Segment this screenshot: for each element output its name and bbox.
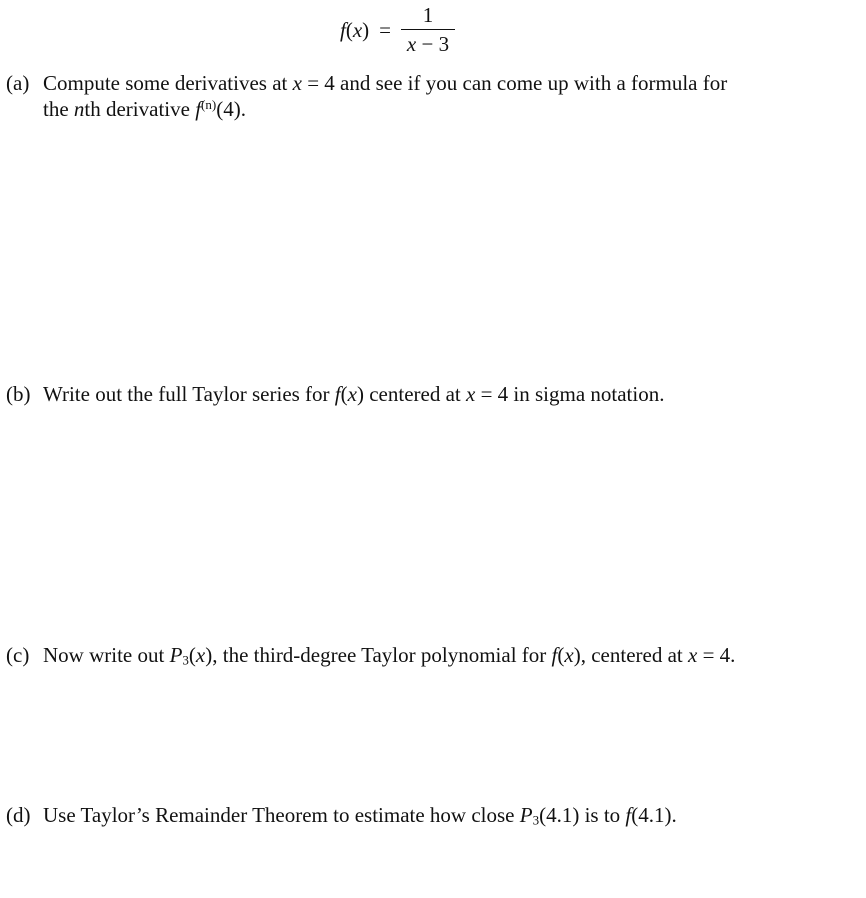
problem-part-a xyxy=(6,70,826,123)
part-c-text-segment: ( xyxy=(188,643,196,667)
part-c-math-x: x xyxy=(687,643,698,667)
part-c-math-x: x xyxy=(195,643,206,667)
part-d-text xyxy=(43,802,826,828)
problem-part-b xyxy=(6,381,826,407)
part-a-label: (a) xyxy=(6,71,30,95)
part-b-text-segment: Write out the full Taylor series for xyxy=(43,382,335,406)
part-a-text-segment: th derivative xyxy=(84,97,196,122)
part-a-text-segment: Compute some derivatives at xyxy=(43,71,293,95)
lhs-open-paren: ( xyxy=(345,17,353,42)
equation-lhs-expression xyxy=(340,17,369,43)
part-d-text-segment: (4.1). xyxy=(631,803,677,827)
part-c-math-f: f xyxy=(551,643,558,667)
part-a-line-1 xyxy=(43,70,826,96)
problem-part-d xyxy=(6,802,826,828)
fraction-numerator: 1 xyxy=(422,3,434,27)
part-a-text-segment: (4). xyxy=(216,97,246,122)
part-b-text-segment: ( xyxy=(340,382,348,406)
part-b-label: (b) xyxy=(6,382,31,406)
part-c-text-segment: ( xyxy=(557,643,565,667)
part-c-text-segment: Now write out xyxy=(43,643,170,667)
part-a-line-2 xyxy=(43,96,826,122)
part-c-text-segment: = 4. xyxy=(697,643,736,667)
part-c-label: (c) xyxy=(6,643,30,667)
part-b-math-x: x xyxy=(347,382,357,406)
part-b-text-segment: = 4 in sigma notation. xyxy=(475,382,665,406)
part-a-text-segment: the xyxy=(43,97,74,122)
fraction-denominator xyxy=(407,30,449,55)
problem-part-c xyxy=(6,642,826,668)
part-b-text-segment: ) centered at xyxy=(356,382,466,406)
polynomial-degree-subscript: 3 xyxy=(532,812,540,828)
part-a-math-n: n xyxy=(73,97,85,122)
function-definition-equation xyxy=(340,2,455,58)
part-d-text-segment: Use Taylor’s Remainder Theorem to estimate how close xyxy=(43,803,520,827)
part-a-text xyxy=(43,70,826,123)
part-c-text-segment: ), centered at xyxy=(573,643,688,667)
lhs-close-paren: ) xyxy=(362,17,370,42)
part-b-math-x: x xyxy=(465,382,476,406)
equals-sign: = xyxy=(379,17,392,42)
part-d-label: (d) xyxy=(6,803,31,827)
polynomial-degree-subscript: 3 xyxy=(182,652,189,668)
part-b-text xyxy=(43,381,826,407)
function-name: f xyxy=(340,17,346,42)
part-d-math-f: f xyxy=(625,803,632,827)
part-b-math-f: f xyxy=(334,382,341,406)
part-d-math-p: P xyxy=(519,803,533,827)
fraction xyxy=(401,5,455,55)
derivative-order-superscript: (n) xyxy=(201,97,217,113)
lhs-variable: x xyxy=(352,17,363,42)
part-c-text xyxy=(43,642,826,668)
part-d-text-segment: (4.1) is to xyxy=(539,803,626,827)
part-c-text-segment: ), the third-degree Taylor polynomial for xyxy=(205,643,552,667)
equation-lhs xyxy=(340,17,391,43)
denominator-variable: x xyxy=(406,32,417,56)
part-c-math-p: P xyxy=(169,643,183,667)
part-a-math-f: f xyxy=(195,97,202,122)
denominator-operator: − xyxy=(416,32,439,56)
part-c-math-x: x xyxy=(564,643,574,667)
part-a-text-segment: = 4 and see if you can come up with a formula for xyxy=(301,71,728,95)
part-a-math-x: x xyxy=(292,71,302,95)
denominator-constant: 3 xyxy=(438,32,450,56)
